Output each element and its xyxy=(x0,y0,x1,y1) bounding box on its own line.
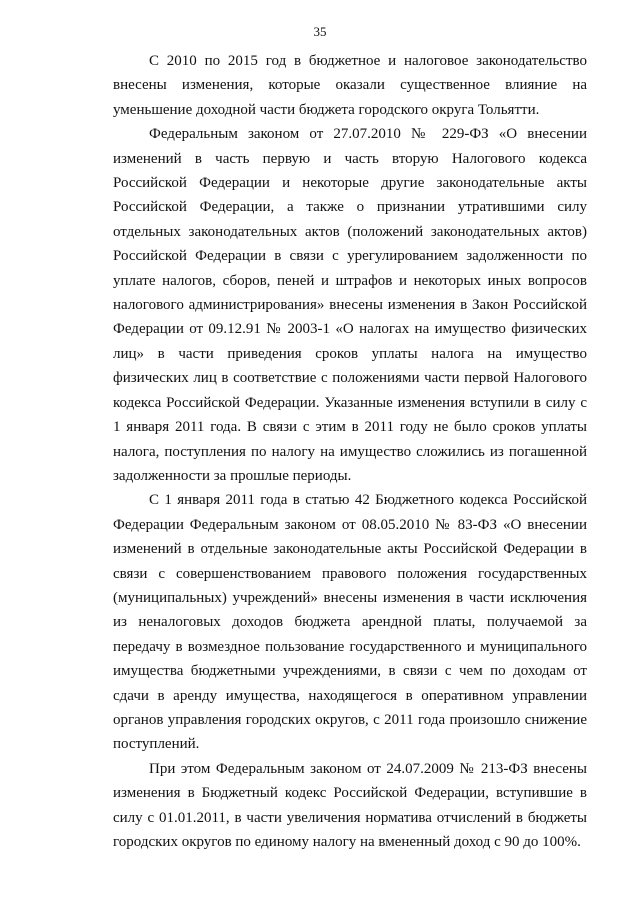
paragraph-3: С 1 января 2011 года в статью 42 Бюджетного кодекса Российской Федерации Федеральным законом от 08.05.2010 № 83-ФЗ «О внесении изменений в отдельные законодательные акты Российской Федерации в связи с совершенствованием правового положения государственных (муниципальных) учреждений» внесены изменения в части исключения из неналоговых доходов бюджета арендной платы, получаемой за передачу в возмездное пользование государственного и муниципального имущества бюджетными учреждениями, в связи с чем по доходам от сдачи в аренду имущества, находящегося в оперативном управлении органов управления городских округов, с 2011 года произошло снижение поступлений. xyxy=(113,492,587,753)
page-number: 35 xyxy=(313,24,327,39)
page-body xyxy=(113,49,587,854)
paragraph-4: При этом Федеральным законом от 24.07.2009 № 213-ФЗ внесены изменения в Бюджетный кодекс Российской Федерации, вступившие в силу с 01.01.2011, в части увеличения норматива отчислений в бюджеты городских округов по единому налогу на вмененный доход с 90 до 100%. xyxy=(113,760,587,850)
paragraph-1: С 2010 по 2015 год в бюджетное и налоговое законодательство внесены изменения, которые оказали существенное влияние на уменьшение доходной части бюджета городского округа Тольятти. xyxy=(113,53,587,118)
paragraph-2: Федеральным законом от 27.07.2010 № 229-ФЗ «О внесении изменений в часть первую и часть вторую Налогового кодекса Российской Федерации и некоторые другие законодательные акты Российской Федерации, а также о признании утратившими силу отдельных законодательных актов (положений законодательных актов) Российской Федерации в связи с урегулированием задолженности по уплате налогов, сборов, пеней и штрафов и некоторых иных вопросов налогового администрирования» внесены изменения в Закон Российской Федерации от 09.12.91 № 2003-1 «О налогах на имущество физических лиц» в части приведения сроков уплаты налога на имущество физических лиц в соответствие с положениями части первой Налогового кодекса Российской Федерации. Указанные изменения вступили в силу с 1 января 2011 года. В связи с этим в 2011 году не было сроков уплаты налога, поступления по налогу на имущество сложились из погашенной задолженности за прошлые периоды. xyxy=(113,126,587,484)
